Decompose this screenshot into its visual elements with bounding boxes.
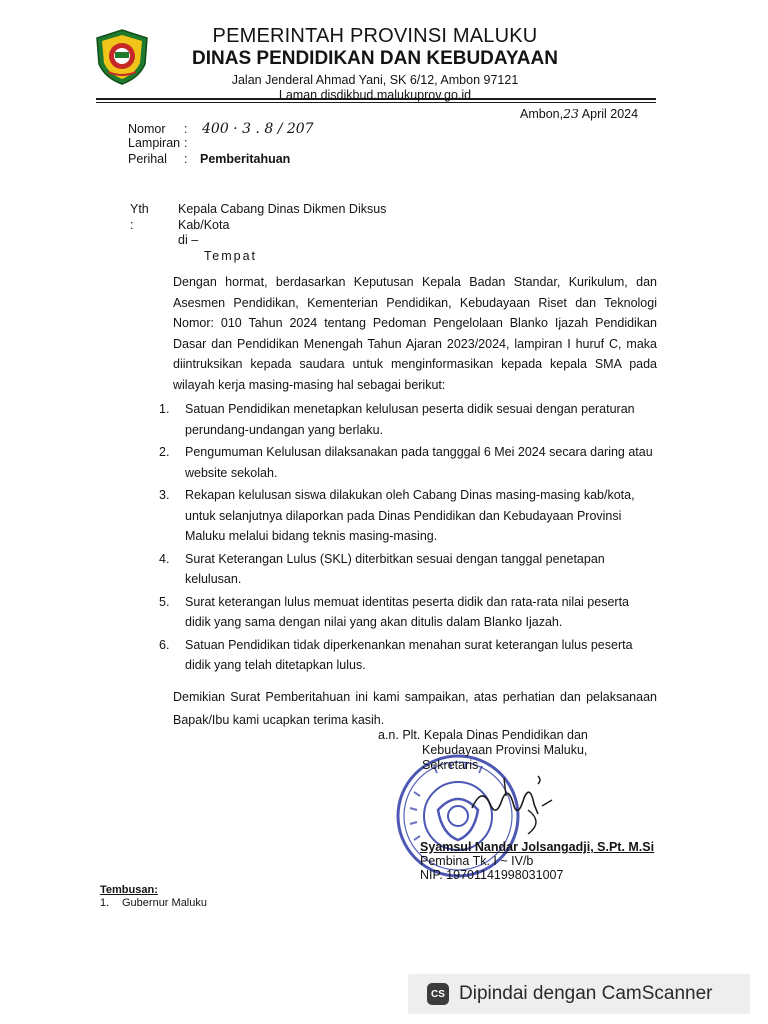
letter-meta <box>128 122 314 166</box>
signatory-title-line: a.n. Plt. Kepala Dinas Pendidikan dan <box>378 728 588 742</box>
recipient-line: Kab/Kota <box>178 217 230 232</box>
list-number: 2. <box>159 445 170 459</box>
signatory-name: Syamsul Nandar Jolsangadji, S.Pt. M.Si <box>420 840 655 854</box>
recipient-line: di – <box>178 233 199 247</box>
date-month-year: April 2024 <box>579 107 639 121</box>
list-item <box>159 442 657 483</box>
camscanner-logo-icon: CS <box>427 983 449 1005</box>
list-item <box>159 592 657 633</box>
recipient-place: Tempat <box>204 248 257 263</box>
instruction-list <box>159 399 657 676</box>
list-item <box>159 549 657 590</box>
colon: : <box>184 136 188 150</box>
closing-paragraph: Demikian Surat Pemberitahuan ini kami sampaikan, atas perhatian dan pelaksanaan Bapak/Ibu kami ucapkan terima kasih. <box>173 689 657 727</box>
letterhead-address: Jalan Jenderal Ahmad Yani, SK 6/12, Ambon 97121 <box>231 73 519 87</box>
list-item <box>159 635 657 676</box>
letterhead-rule-thick <box>96 98 656 100</box>
tembusan-label: Tembusan: <box>100 884 158 896</box>
meta-perihal <box>128 152 314 166</box>
tembusan-text: Gubernur Maluku <box>122 897 207 909</box>
list-number: 6. <box>159 637 170 652</box>
signatory-rank: Pembina Tk. I ~ IV/b <box>420 854 534 868</box>
signatory-nip: NIP. 19701141998031007 <box>420 868 564 882</box>
recipient-address <box>178 202 478 264</box>
list-item <box>159 485 657 547</box>
tembusan-item <box>100 897 207 910</box>
provincial-emblem-icon <box>93 28 151 86</box>
camscanner-watermark <box>408 974 750 1014</box>
recipient-line: Kepala Cabang Dinas Dikmen Diksus <box>178 202 387 216</box>
list-number: 5. <box>159 594 170 609</box>
colon: : <box>184 152 188 166</box>
perihal-value: Pemberitahuan <box>200 152 291 166</box>
letterhead-agency: DINAS PENDIDIKAN DAN KEBUDAYAAN <box>192 48 558 69</box>
list-text: Surat Keterangan Lulus (SKL) diterbitkan sesuai dengan tanggal penetapan kelulusan. <box>185 551 605 586</box>
recipient-label: Yth : <box>130 202 149 232</box>
tembusan-number: 1. <box>100 897 110 909</box>
list-item <box>159 399 657 440</box>
meta-nomor <box>128 122 314 136</box>
list-text: Surat keterangan lulus memuat identitas peserta didik dan rata-rata nilai peserta didik yang sama dengan nilai yang akan ditulis dalam Blanko Ijazah. <box>185 594 630 629</box>
camscanner-text: Dipindai dengan CamScanner <box>459 983 713 1004</box>
list-number: 1. <box>159 402 170 416</box>
list-text: Satuan Pendidikan tidak diperkenankan menahan surat keterangan lulus peserta didik yang telah ditetapkan lulus. <box>185 637 633 672</box>
letter-body <box>159 272 657 732</box>
lampiran-label: Lampiran <box>128 136 181 150</box>
intro-paragraph: Dengan hormat, berdasarkan Keputusan Kepala Badan Standar, Kurikulum, dan Asesmen Pendidikan, Kementerian Pendidikan, Kebudayaan Riset dan Teknologi Nomor: 010 Tahun 2024 tentang Pedoman Pengelolaan Blanko Ijazah Pendidikan Dasar dan Pendidikan Menengah Tahun Ajaran 2023/2024, lampiran I huruf C, maka diintruksikan kepada saudara untuk menginformasikan kepada kepala SMA pada wilayah kerja masing-masing hal sebagai berikut: <box>173 275 657 392</box>
colon: : <box>184 122 188 136</box>
list-text: Satuan Pendidikan menetapkan kelulusan peserta didik sesuai dengan peraturan perundang-undangan yang berlaku. <box>185 402 635 437</box>
list-text: Rekapan kelulusan siswa dilakukan oleh Cabang Dinas masing-masing kab/kota, untuk selanjutnya dilaporkan pada Dinas Pendidikan dan Kebudayaan Provinsi Maluku melalui bidang teknis masing-masing. <box>185 488 635 543</box>
signatory-position: Sekretaris <box>422 758 479 772</box>
perihal-label: Perihal <box>128 152 167 166</box>
date-place: Ambon, <box>520 107 564 121</box>
signatory-title-line: Kebudayaan Provinsi Maluku, <box>422 743 588 757</box>
signature-block <box>378 728 655 882</box>
date-day: 23 <box>563 106 579 121</box>
letterhead-rule-thin <box>96 102 656 103</box>
nomor-value: 400 · 3 . 8 / 207 <box>202 121 314 137</box>
meta-lampiran <box>128 136 314 150</box>
tembusan-block <box>100 884 207 910</box>
letterhead <box>160 24 590 103</box>
letterhead-website: Laman disdikbud.malukuprov.go.id <box>278 88 472 102</box>
letterhead-government: PEMERINTAH PROVINSI MALUKU <box>212 25 538 47</box>
handwritten-signature-icon <box>468 770 558 840</box>
list-number: 4. <box>159 551 170 566</box>
list-number: 3. <box>159 488 170 502</box>
letter-date <box>520 106 638 121</box>
nomor-label: Nomor <box>128 122 166 136</box>
list-text: Pengumuman Kelulusan dilaksanakan pada tangggal 6 Mei 2024 secara daring atau website sekolah. <box>185 445 653 480</box>
